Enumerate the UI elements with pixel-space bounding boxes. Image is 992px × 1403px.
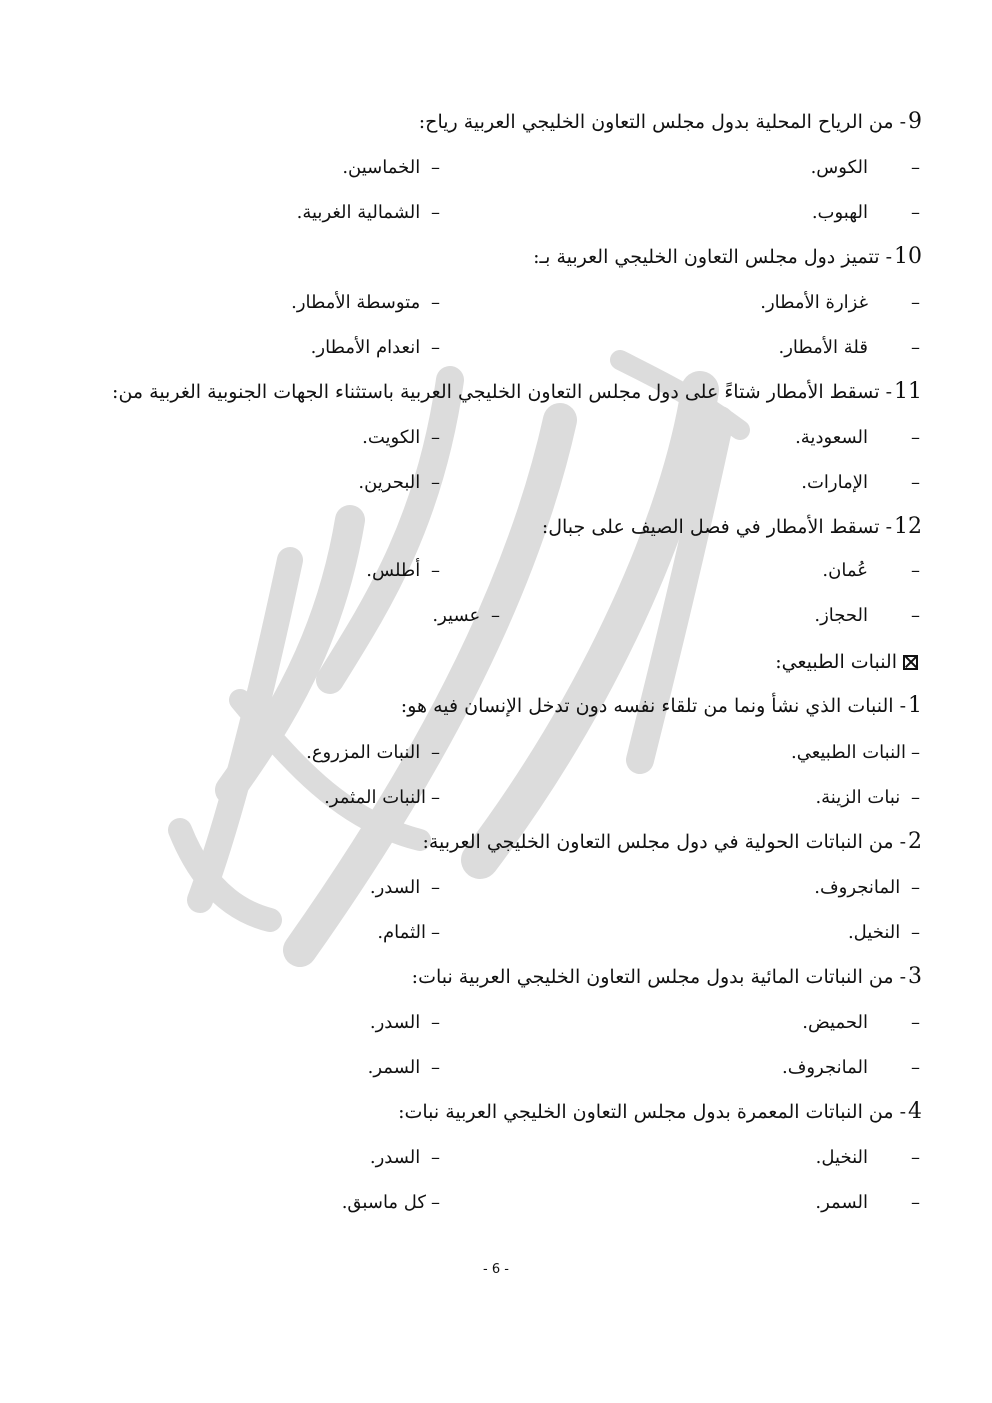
option: –الحجاز. — [814, 605, 920, 626]
option: – السدر. — [369, 1147, 440, 1168]
option: – النخيل. — [847, 922, 920, 943]
checkbox-x-icon — [903, 655, 918, 670]
option: – متوسطة الأمطار. — [291, 292, 440, 313]
option: – السدر. — [369, 1012, 440, 1033]
option: –عُمان. — [822, 560, 920, 581]
page-number: - 6 - — [483, 1262, 509, 1277]
question-3: 3- من النباتات المائية بدول مجلس التعاون الخليجي العربية نبات: — [411, 964, 922, 989]
option: – الشمالية الغربية. — [296, 202, 440, 223]
question-2: 2- من النباتات الحولية في دول مجلس التعاون الخليجي العربية: — [422, 829, 922, 854]
option: – السدر. — [369, 877, 440, 898]
option: – الكويت. — [362, 427, 440, 448]
option: –غزارة الأمطار. — [760, 292, 920, 313]
question-9: 9- من الرياح المحلية بدول مجلس التعاون الخليجي العربية رياح: — [418, 109, 922, 134]
option: –الإمارات. — [801, 472, 920, 493]
question-10: 10- تتميز دول مجلس التعاون الخليجي العربية بـ: — [533, 244, 922, 269]
option: –النبات المثمر. — [324, 787, 440, 808]
option: –كل ماسبق. — [341, 1192, 440, 1213]
section-heading: النبات الطبيعي: — [775, 648, 918, 676]
option: –السمر. — [815, 1192, 920, 1213]
option: – عسير. — [432, 605, 500, 626]
option: – البحرين. — [358, 472, 440, 493]
option: – نبات الزينة. — [815, 787, 920, 808]
option: –النبات الطبيعي. — [790, 742, 920, 763]
option: – انعدام الأمطار. — [310, 337, 440, 358]
question-1: 1- النبات الذي نشأ ونما من تلقاء نفسه دون تدخل الإنسان فيه هو: — [400, 693, 922, 718]
question-12: 12- تسقط الأمطار في فصل الصيف على جبال: — [541, 514, 922, 539]
option: –المانجروف. — [781, 1057, 920, 1078]
option: – النبات المزروع. — [306, 742, 440, 763]
option: – المانجروف. — [814, 877, 920, 898]
question-11: 11- تسقط الأمطار شتاءً على دول مجلس التعاون الخليجي العربية باستثناء الجهات الجنوبية الغربية من: — [112, 379, 922, 404]
option: –الكوس. — [810, 157, 920, 178]
question-4: 4- من النباتات المعمرة بدول مجلس التعاون الخليجي العربية نبات: — [398, 1099, 922, 1124]
option: – السمر. — [367, 1057, 440, 1078]
option: –الحميض. — [802, 1012, 920, 1033]
option: –السعودية. — [795, 427, 920, 448]
option: – أطلس. — [366, 560, 440, 581]
option: –الثمام. — [377, 922, 440, 943]
option: –قلة الأمطار. — [778, 337, 920, 358]
option: – الخماسين. — [342, 157, 440, 178]
option: –الهبوب. — [811, 202, 920, 223]
option: –النخيل. — [815, 1147, 920, 1168]
